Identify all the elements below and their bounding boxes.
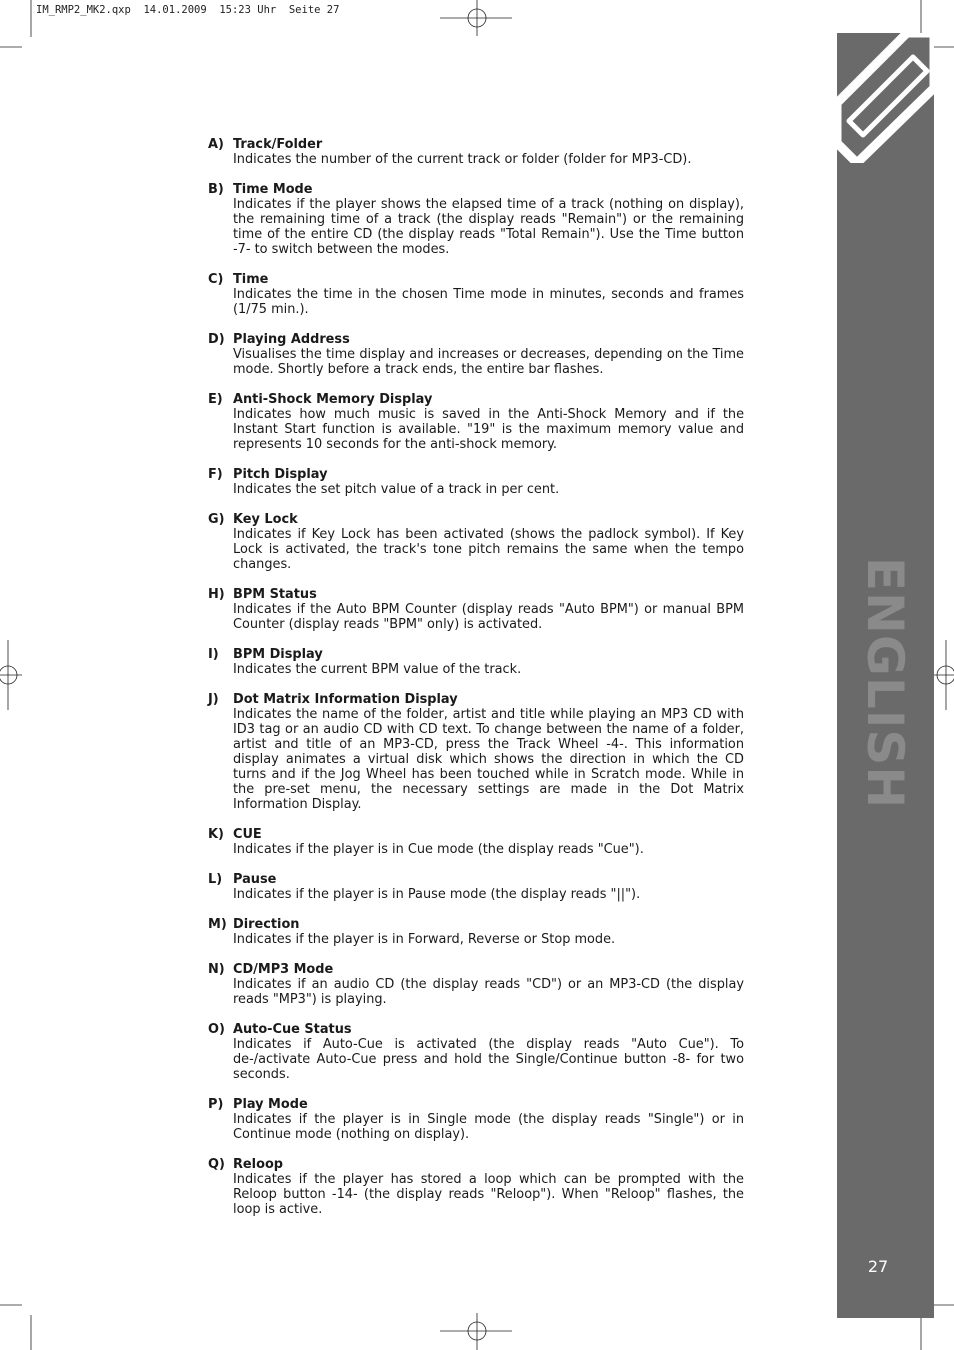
language-label: ENGLISH	[856, 556, 914, 810]
item-description: Visualises the time display and increases or decreases, depending on the Time mode. Shortly before a track ends, the entire bar flashes.	[233, 347, 744, 377]
item-description: Indicates the current BPM value of the track.	[233, 662, 522, 677]
list-item	[208, 872, 744, 902]
item-letter: K)	[208, 827, 224, 842]
list-item	[208, 272, 744, 317]
item-description: Indicates the time in the chosen Time mode in minutes, seconds and frames (1/75 min.).	[233, 287, 744, 317]
item-title: Dot Matrix Information Display	[233, 692, 458, 707]
item-title: Play Mode	[233, 1097, 308, 1112]
item-description: Indicates the set pitch value of a track in per cent.	[233, 482, 560, 497]
item-title: Key Lock	[233, 512, 298, 527]
item-title: Time	[233, 272, 269, 287]
item-description: Indicates the number of the current track or folder (folder for MP3-CD).	[233, 152, 692, 167]
item-letter: I)	[208, 647, 219, 662]
list-item	[208, 1097, 744, 1142]
language-side-band	[837, 33, 934, 1318]
item-title: Pitch Display	[233, 467, 328, 482]
list-item	[208, 647, 744, 677]
item-description: Indicates if the player is in Forward, Reverse or Stop mode.	[233, 932, 616, 947]
list-item	[208, 827, 744, 857]
item-letter: H)	[208, 587, 225, 602]
list-item	[208, 512, 744, 572]
item-letter: L)	[208, 872, 223, 887]
item-description: Indicates if Auto-Cue is activated (the display reads "Auto Cue"). To de-/activate Auto-Cue press and hold the Single/Continue button -8- for two seconds.	[233, 1037, 744, 1082]
list-item	[208, 587, 744, 632]
item-letter: B)	[208, 182, 224, 197]
item-description: Indicates if the Auto BPM Counter (display reads "Auto BPM") or manual BPM Counter (display reads "BPM" only) is activated.	[233, 602, 744, 632]
item-title: BPM Status	[233, 587, 317, 602]
print-header: IM_RMP2_MK2.qxp 14.01.2009 15:23 Uhr Seite 27	[36, 4, 340, 16]
item-description: Indicates how much music is saved in the Anti-Shock Memory and if the Instant Start function is available. "19" is the maximum memory value and represents 10 seconds for the anti-shock memory.	[233, 407, 744, 452]
item-description: Indicates the name of the folder, artist and title while playing an MP3 CD with ID3 tag or an audio CD with CD text. To change between the name of a folder, artist and title of an MP3-CD, press the Track Wheel -4-. This information display animates a virtual disk which shows the direction in which the CD turns and if the Jog Wheel has been touched while in Scratch mode. While in the pre-set menu, the necessary settings are made in the Dot Matrix Information Display.	[233, 707, 744, 812]
item-title: Direction	[233, 917, 300, 932]
item-title: Track/Folder	[233, 137, 323, 152]
item-description: Indicates if the player shows the elapsed time of a track (nothing on display), the remaining time of a track (the display reads "Remain") or the remaining time of the entire CD (the display reads "Total Remain"). Use the Time button -7- to switch between the modes.	[233, 197, 744, 257]
item-letter: A)	[208, 137, 224, 152]
list-item	[208, 392, 744, 452]
item-title: Anti-Shock Memory Display	[233, 392, 433, 407]
list-item	[208, 962, 744, 1007]
item-letter: O)	[208, 1022, 225, 1037]
item-title: Playing Address	[233, 332, 350, 347]
item-title: CD/MP3 Mode	[233, 962, 334, 977]
item-description: Indicates if the player is in Single mode (the display reads "Single") or in Continue mode (nothing on display).	[233, 1112, 744, 1142]
display-legend-list	[208, 137, 744, 1232]
item-description: Indicates if an audio CD (the display reads "CD") or an MP3-CD (the display reads "MP3") is playing.	[233, 977, 744, 1007]
item-description: Indicates if Key Lock has been activated (shows the padlock symbol). If Key Lock is activated, the track's tone pitch remains the same when the tempo changes.	[233, 527, 744, 572]
brand-logo-icon	[837, 33, 934, 163]
item-title: Time Mode	[233, 182, 313, 197]
item-letter: P)	[208, 1097, 224, 1112]
page-number: 27	[867, 1257, 889, 1276]
list-item	[208, 137, 744, 167]
item-description: Indicates if the player has stored a loop which can be prompted with the Reloop button -14- (the display reads "Reloop"). When "Reloop" flashes, the loop is active.	[233, 1172, 744, 1217]
item-title: Auto-Cue Status	[233, 1022, 352, 1037]
list-item	[208, 917, 744, 947]
item-title: Reloop	[233, 1157, 284, 1172]
item-letter: M)	[208, 917, 227, 932]
list-item	[208, 182, 744, 257]
item-letter: C)	[208, 272, 224, 287]
list-item	[208, 467, 744, 497]
item-letter: D)	[208, 332, 225, 347]
item-description: Indicates if the player is in Cue mode (the display reads "Cue").	[233, 842, 644, 857]
item-letter: Q)	[208, 1157, 225, 1172]
item-letter: J)	[208, 692, 219, 707]
list-item	[208, 692, 744, 812]
item-letter: N)	[208, 962, 225, 977]
item-letter: G)	[208, 512, 225, 527]
item-title: Pause	[233, 872, 277, 887]
list-item	[208, 332, 744, 377]
item-description: Indicates if the player is in Pause mode (the display reads "||").	[233, 887, 641, 902]
list-item	[208, 1157, 744, 1217]
item-title: BPM Display	[233, 647, 323, 662]
item-letter: F)	[208, 467, 223, 482]
list-item	[208, 1022, 744, 1082]
item-title: CUE	[233, 827, 262, 842]
item-letter: E)	[208, 392, 223, 407]
